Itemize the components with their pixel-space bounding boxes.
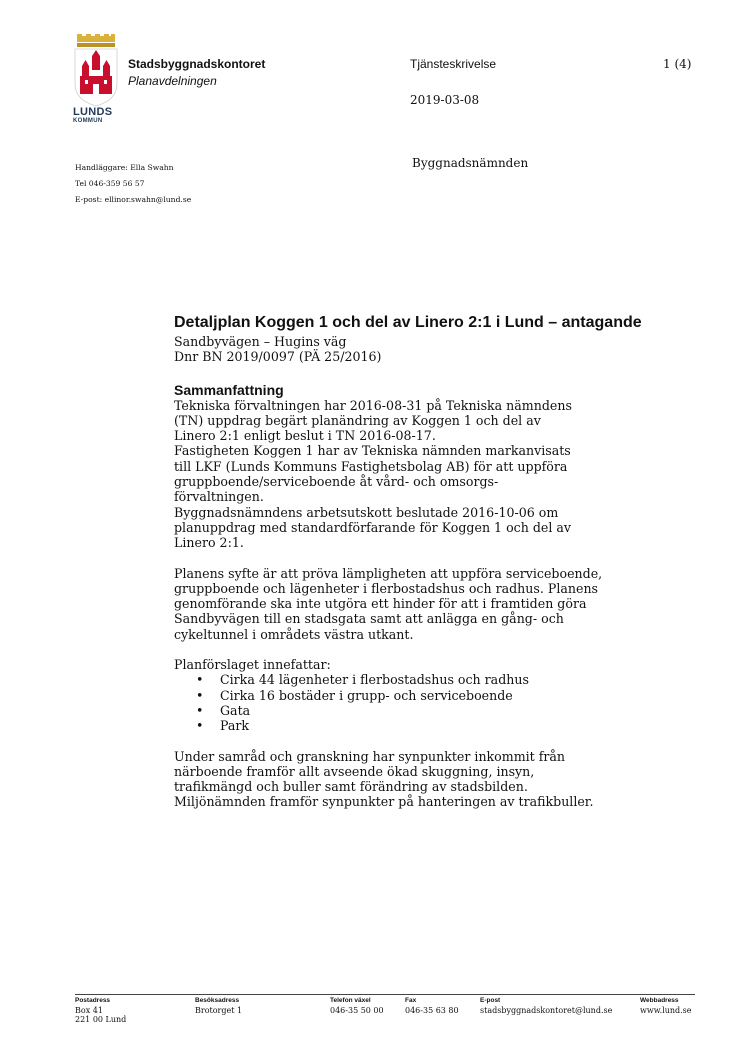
footer-divider [75, 994, 695, 995]
consultation-line: trafikmängd och buller samt förändring av stadsbilden. [174, 779, 528, 795]
summary-heading: Sammanfattning [174, 381, 284, 398]
purpose-line: gruppboende och lägenheter i flerbostadshus och radhus. Planens [174, 580, 599, 596]
consultation-line: Under samråd och granskning har synpunkter inkommit från [174, 748, 566, 764]
summary-line: Tekniska förvaltningen har 2016-08-31 på Tekniska nämndens [174, 397, 572, 413]
summary-line: Fastigheten Koggen 1 har av Tekniska nämnden markanvisats [174, 443, 571, 459]
summary-line: planuppdrag med standardförfarande för Koggen 1 och del av [174, 519, 571, 535]
purpose-line: Sandbyvägen till en stadsgata samt att anlägga en gång- och [174, 611, 564, 627]
footer-visit [195, 996, 242, 1015]
proposal-list [174, 672, 714, 733]
handler-info [75, 160, 191, 208]
footer-phone-label: Telefon växel [330, 997, 371, 1004]
summary-line: Linero 2:1 enligt beslut i TN 2016-08-17. [174, 428, 436, 444]
handler-phone: Tel 046-359 56 57 [75, 179, 145, 188]
document-title: Detaljplan Koggen 1 och del av Linero 2:1 i Lund – antagande [174, 314, 642, 331]
page-count: 1 (4) [663, 57, 692, 71]
summary-line: Linero 2:1. [174, 535, 244, 551]
consultation-line: närboende framför allt avseende ökad skuggning, insyn, [174, 763, 535, 779]
summary-line: (TN) uppdrag begärt planändring av Koggen 1 och del av [174, 412, 541, 428]
logo-text-kommun: KOMMUN [73, 118, 103, 124]
footer-fax-value: 046-35 63 80 [405, 1005, 459, 1015]
document-subtitle: Sandbyvägen – Hugins väg [174, 334, 347, 349]
footer-postal-label: Postadress [75, 997, 111, 1004]
recipient: Byggnadsnämnden [412, 156, 529, 170]
summary-line: förvaltningen. [174, 489, 264, 505]
proposal-intro: Planförslaget innefattar: [174, 657, 331, 673]
footer-fax [405, 996, 459, 1015]
list-item: • Cirka 16 bostäder i grupp- och serviceboende [196, 688, 714, 703]
summary-line: till LKF (Lunds Kommuns Fastighetsbolag AB) för att uppföra [174, 458, 568, 474]
handler-email: E-post: ellinor.swahn@lund.se [75, 195, 192, 204]
summary-line: Byggnadsnämndens arbetsutskott beslutade 2016-10-06 om [174, 504, 559, 520]
footer-phone [330, 996, 384, 1015]
footer-postal-line: Box 41 [75, 1005, 103, 1015]
document-type: Tjänsteskrivelse [410, 57, 497, 71]
list-item: • Gata [196, 703, 714, 718]
purpose-line: cykeltunnel i områdets västra utkant. [174, 626, 414, 642]
footer-postal-line: 221 00 Lund [75, 1015, 127, 1024]
handler-name: Handläggare: Ella Swahn [75, 163, 174, 172]
footer-visit-label: Besöksadress [195, 997, 240, 1004]
footer-fax-label: Fax [405, 997, 417, 1004]
footer-visit-value: Brotorget 1 [195, 1005, 243, 1015]
document-body [174, 313, 714, 810]
footer-email-label: E-post [480, 997, 501, 1004]
purpose-line: Planens syfte är att pröva lämpligheten att uppföra serviceboende, [174, 565, 603, 581]
footer-web [640, 996, 692, 1015]
footer-email-value[interactable]: stadsbyggnadskontoret@lund.se [480, 1005, 613, 1015]
footer-email [480, 996, 612, 1015]
consultation-line: Miljönämnden framför synpunkter på hanteringen av trafikbuller. [174, 794, 594, 810]
list-item: • Cirka 44 lägenheter i flerbostadshus och radhus [196, 672, 714, 687]
dnr-number: Dnr BN 2019/0097 (PÄ 25/2016) [174, 349, 382, 365]
footer-web-label: Webbadress [640, 997, 679, 1004]
summary-line: gruppboende/serviceboende åt vård- och omsorgs- [174, 474, 499, 490]
footer-phone-value: 046-35 50 00 [330, 1005, 384, 1015]
department-name: Planavdelningen [128, 74, 217, 88]
organization-name: Stadsbyggnadskontoret [128, 57, 266, 71]
document-date: 2019-03-08 [410, 93, 480, 107]
logo-text-lunds: LUNDS [73, 106, 113, 118]
footer-web-value[interactable]: www.lund.se [640, 1005, 692, 1015]
purpose-line: genomförande ska inte utgöra ett hinder för att i framtiden göra [174, 596, 587, 612]
list-item: • Park [196, 718, 714, 733]
footer-postal [75, 996, 126, 1025]
